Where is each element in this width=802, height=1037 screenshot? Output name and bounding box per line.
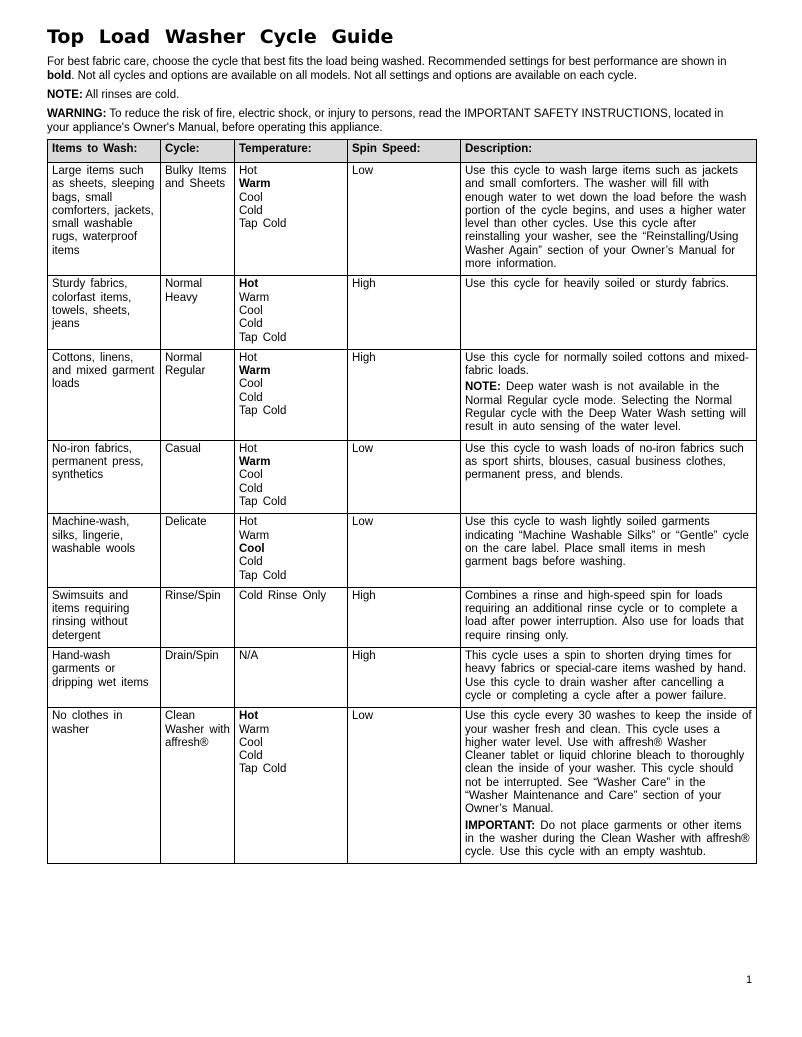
note-paragraph (47, 88, 747, 102)
description-cell (461, 514, 757, 587)
temperature-option: Warm (239, 291, 270, 304)
description-cell (461, 708, 757, 864)
temperature-option: Cold Rinse Only (239, 589, 327, 602)
temperature-option: Hot (239, 442, 257, 455)
warning-text: To reduce the risk of fire, electric shock, or injury to persons, read the IMPORTANT SAFETY INSTRUCTIONS, located in your appliance's Owner's Manual, before operating this appliance. (47, 108, 724, 134)
description-important (465, 820, 752, 860)
warning-label: WARNING: (47, 108, 107, 120)
temperature-option-recommended: Hot (239, 710, 259, 723)
items-cell: Large items such as sheets, sleeping bags, small comforters, jackets, small washable rugs, waterproof items (48, 163, 161, 276)
temperature-option: Cold (239, 391, 263, 404)
warning-paragraph (47, 107, 747, 135)
header-description: Description: (461, 140, 757, 163)
temperature-option-recommended: Warm (239, 178, 271, 191)
page-title: Top Load Washer Cycle Guide (47, 26, 394, 48)
temperature-option: Tap Cold (239, 218, 287, 231)
temperature-option: Cool (239, 378, 263, 391)
description-important-label: IMPORTANT: (465, 819, 536, 832)
cycle-cell: Drain/Spin (161, 648, 235, 708)
description-text: Use this cycle to wash lightly soiled garments indicating “Machine Washable Silks” or “Gentle” cycle on the care label. Place small items in mesh garment bags before washing. (465, 516, 749, 569)
cycle-cell: Rinse/Spin (161, 587, 235, 647)
spin-speed-cell: Low (348, 708, 461, 864)
description-note-label: NOTE: (465, 381, 501, 394)
temperature-option: Tap Cold (239, 331, 287, 344)
cycle-guide-table (47, 139, 757, 864)
items-cell: Cottons, linens, and mixed garment loads (48, 349, 161, 440)
temperature-option: Cold (239, 204, 263, 217)
table-row (48, 514, 757, 587)
spin-speed-cell: Low (348, 163, 461, 276)
description-note-text: Deep water wash is not available in the Normal Regular cycle mode. Selecting the Normal Regular cycle with the Deep Water Wash setting will result in auto sensing of the water level. (465, 381, 747, 434)
table-row (48, 276, 757, 349)
temperature-option: Tap Cold (239, 763, 287, 776)
temperature-option: Tap Cold (239, 569, 287, 582)
table-header-row (48, 140, 757, 163)
temperature-cell (235, 440, 348, 513)
cycle-cell: Bulky Items and Sheets (161, 163, 235, 276)
items-cell: No-iron fabrics, permanent press, synthetics (48, 440, 161, 513)
description-important-text: Do not place garments or other items in the washer during the Clean Washer with affresh® cycle. Use this cycle with an empty washtub. (465, 819, 750, 859)
temperature-cell (235, 349, 348, 440)
header-cycle: Cycle: (161, 140, 235, 163)
temperature-option: Cold (239, 556, 263, 569)
temperature-option: Cold (239, 750, 263, 763)
temperature-option: Warm (239, 529, 270, 542)
description-text: Combines a rinse and high-speed spin for loads requiring an additional rinse cycle or to complete a load after power interruption. Also use for loads that require rinsing only. (465, 589, 744, 642)
note-label: NOTE: (47, 89, 83, 101)
temperature-option: Warm (239, 723, 270, 736)
description-text: This cycle uses a spin to shorten drying times for heavy fabrics or special-care items washed by hand. Use this cycle to drain washer after cancelling a cycle or completing a cycle after a power failure. (465, 650, 747, 702)
cycle-cell: Delicate (161, 514, 235, 587)
intro-paragraph (47, 55, 747, 83)
spin-speed-cell: Low (348, 514, 461, 587)
cycle-cell: Normal Regular (161, 349, 235, 440)
temperature-cell (235, 514, 348, 587)
temperature-option: N/A (239, 650, 259, 663)
description-cell (461, 587, 757, 647)
table-row (48, 587, 757, 647)
temperature-option-recommended: Warm (239, 365, 271, 378)
description-cell (461, 648, 757, 708)
temperature-option: Cold (239, 318, 263, 331)
temperature-option: Hot (239, 516, 257, 529)
temperature-option: Hot (239, 351, 257, 364)
description-text: Use this cycle for normally soiled cottons and mixed-fabric loads. (465, 351, 749, 378)
cycle-cell: Clean Washer with affresh® (161, 708, 235, 864)
temperature-cell (235, 163, 348, 276)
temperature-cell (235, 648, 348, 708)
note-text: All rinses are cold. (82, 89, 180, 101)
description-cell (461, 163, 757, 276)
cycle-cell: Casual (161, 440, 235, 513)
items-cell: Swimsuits and items requiring rinsing without detergent (48, 587, 161, 647)
description-cell (461, 349, 757, 440)
table-row (48, 349, 757, 440)
temperature-cell (235, 276, 348, 349)
temperature-cell (235, 587, 348, 647)
spin-speed-cell: High (348, 349, 461, 440)
spin-speed-cell: Low (348, 440, 461, 513)
table-row (48, 163, 757, 276)
temperature-option: Cool (239, 736, 263, 749)
temperature-option-recommended: Warm (239, 456, 271, 469)
header-temperature: Temperature: (235, 140, 348, 163)
intro-text-1: For best fabric care, choose the cycle that best fits the load being washed. Recommended settings for best performance are shown in (47, 56, 727, 68)
temperature-option-recommended: Hot (239, 278, 259, 291)
header-items: Items to Wash: (48, 140, 161, 163)
temperature-option: Tap Cold (239, 405, 287, 418)
intro-bold-word: bold (47, 70, 72, 82)
page-number: 1 (746, 974, 753, 986)
temperature-cell (235, 708, 348, 864)
temperature-option: Cool (239, 304, 263, 317)
items-cell: Sturdy fabrics, colorfast items, towels, sheets, jeans (48, 276, 161, 349)
header-spin-speed: Spin Speed: (348, 140, 461, 163)
items-cell: Machine-wash, silks, lingerie, washable wools (48, 514, 161, 587)
spin-speed-cell: High (348, 587, 461, 647)
description-note (465, 381, 752, 434)
items-cell: Hand-wash garments or dripping wet items (48, 648, 161, 708)
temperature-option: Cool (239, 469, 263, 482)
description-cell (461, 276, 757, 349)
spin-speed-cell: High (348, 648, 461, 708)
description-cell (461, 440, 757, 513)
temperature-option: Cool (239, 191, 263, 204)
description-text: Use this cycle every 30 washes to keep the inside of your washer fresh and clean. This cycle uses a higher water level. Use with affresh® Washer Cleaner tablet or liquid chlorine bleach to thoroughly clean the inside of your washer. This cycle should not be interrupted. See “Washer Care” in the “Washer Maintenance and Care” section of your Owner’s Manual. (465, 710, 752, 816)
table-row (48, 648, 757, 708)
table-row (48, 708, 757, 864)
description-text: Use this cycle to wash large items such as jackets and small comforters. The washer will fill with enough water to wet down the load before the wash portion of the cycle begins, and uses a higher water level than other cycles. Use this cycle after reinstalling your washer, see the “Reinstalling/Using Washer Again” section of your Owner’s Manual for more information. (465, 165, 747, 271)
items-cell: No clothes in washer (48, 708, 161, 864)
spin-speed-cell: High (348, 276, 461, 349)
table-row (48, 440, 757, 513)
temperature-option-recommended: Cool (239, 542, 265, 555)
temperature-option: Cold (239, 482, 263, 495)
cycle-cell: Normal Heavy (161, 276, 235, 349)
description-text: Use this cycle to wash loads of no-iron fabrics such as sport shirts, blouses, casual business clothes, permanent press, and blends. (465, 442, 744, 482)
temperature-option: Tap Cold (239, 496, 287, 509)
intro-text-2: . Not all cycles and options are available on all models. Not all settings and options are available on each cycle. (71, 70, 638, 82)
intro-section (47, 55, 747, 140)
description-text: Use this cycle for heavily soiled or sturdy fabrics. (465, 278, 729, 291)
temperature-option: Hot (239, 165, 257, 177)
